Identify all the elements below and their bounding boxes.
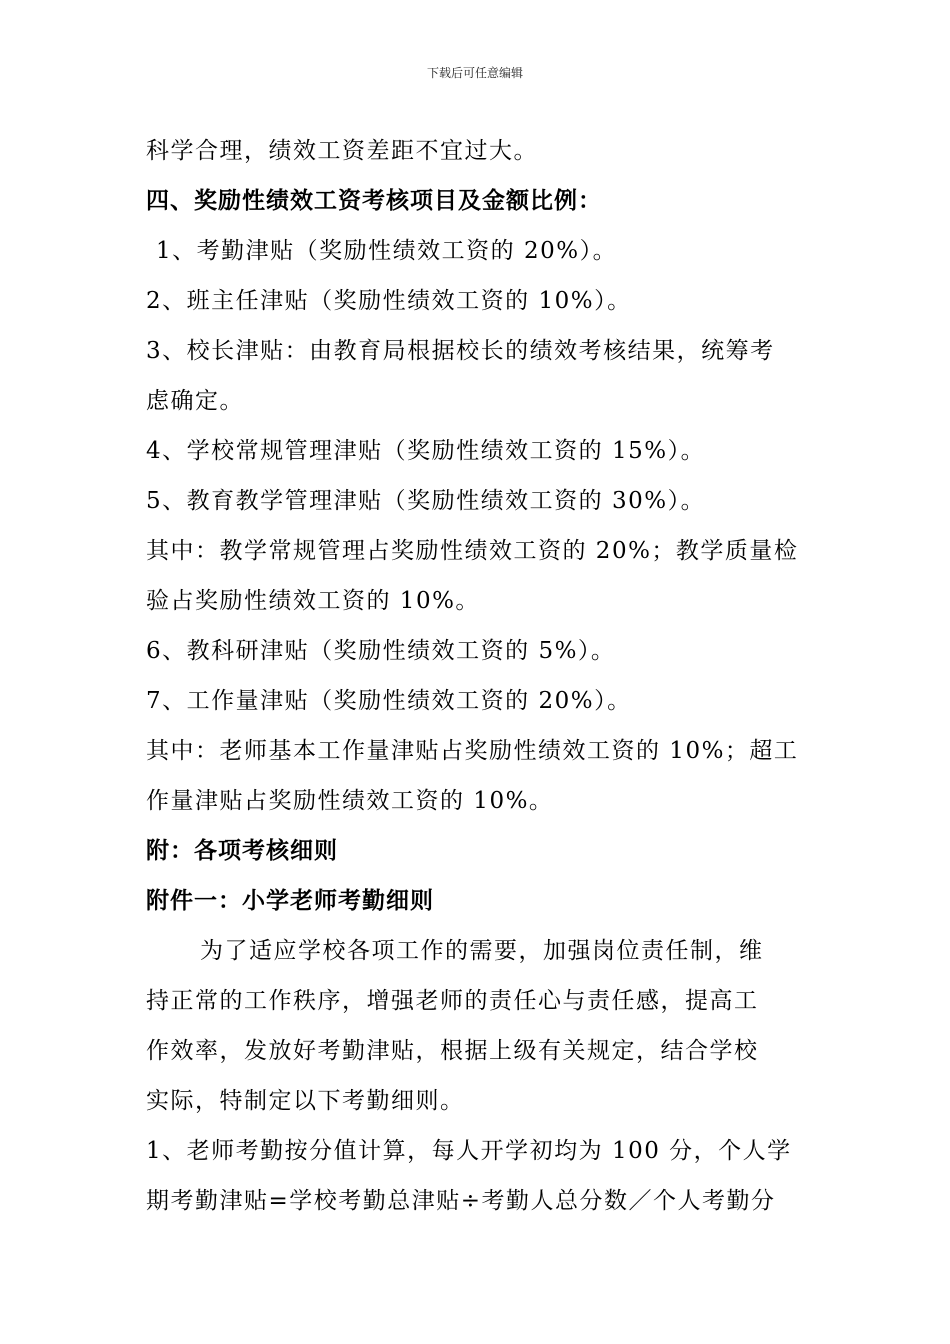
document-body (146, 126, 810, 1226)
text-line: 其中：老师基本工作量津贴占奖励性绩效工资的 10%；超工 (146, 738, 799, 764)
text-line: 实际，特制定以下考勤细则。 (146, 1088, 465, 1114)
list-item: 6、教科研津贴（奖励性绩效工资的 5%）。 (146, 638, 616, 664)
text-line: 科学合理，绩效工资差距不宜过大。 (146, 138, 538, 164)
paragraph-first-line: 为了适应学校各项工作的需要，加强岗位责任制，维 (200, 938, 764, 964)
text-line: 虑确定。 (146, 388, 244, 414)
list-item: 5、教育教学管理津贴（奖励性绩效工资的 30%）。 (146, 488, 706, 514)
section-heading: 四、奖励性绩效工资考核项目及金额比例： (146, 188, 602, 214)
text-line: 作效率，发放好考勤津贴，根据上级有关规定，结合学校 (146, 1038, 759, 1064)
attachment-heading: 附件一：小学老师考勤细则 (146, 888, 434, 914)
page-header: 下载后可任意编辑 (426, 66, 523, 80)
appendix-heading: 附：各项考核细则 (146, 838, 338, 864)
list-item: 2、班主任津贴（奖励性绩效工资的 10%）。 (146, 288, 632, 314)
list-item: 1、考勤津贴（奖励性绩效工资的 20%）。 (156, 238, 618, 264)
text-line: 验占奖励性绩效工资的 10%。 (146, 588, 480, 614)
list-item: 7、工作量津贴（奖励性绩效工资的 20%）。 (146, 688, 632, 714)
list-item: 4、学校常规管理津贴（奖励性绩效工资的 15%）。 (146, 438, 706, 464)
text-line: 持正常的工作秩序，增强老师的责任心与责任感，提高工 (146, 988, 759, 1014)
list-item: 3、校长津贴：由教育局根据校长的绩效考核结果，统筹考 (146, 338, 775, 364)
text-line: 其中：教学常规管理占奖励性绩效工资的 20%；教学质量检 (146, 538, 799, 564)
text-line: 期考勤津贴=学校考勤总津贴÷考勤人总分数／个人考勤分 (146, 1188, 776, 1214)
text-line: 作量津贴占奖励性绩效工资的 10%。 (146, 788, 554, 814)
list-item: 1、老师考勤按分值计算，每人开学初均为 100 分，个人学 (146, 1138, 792, 1164)
